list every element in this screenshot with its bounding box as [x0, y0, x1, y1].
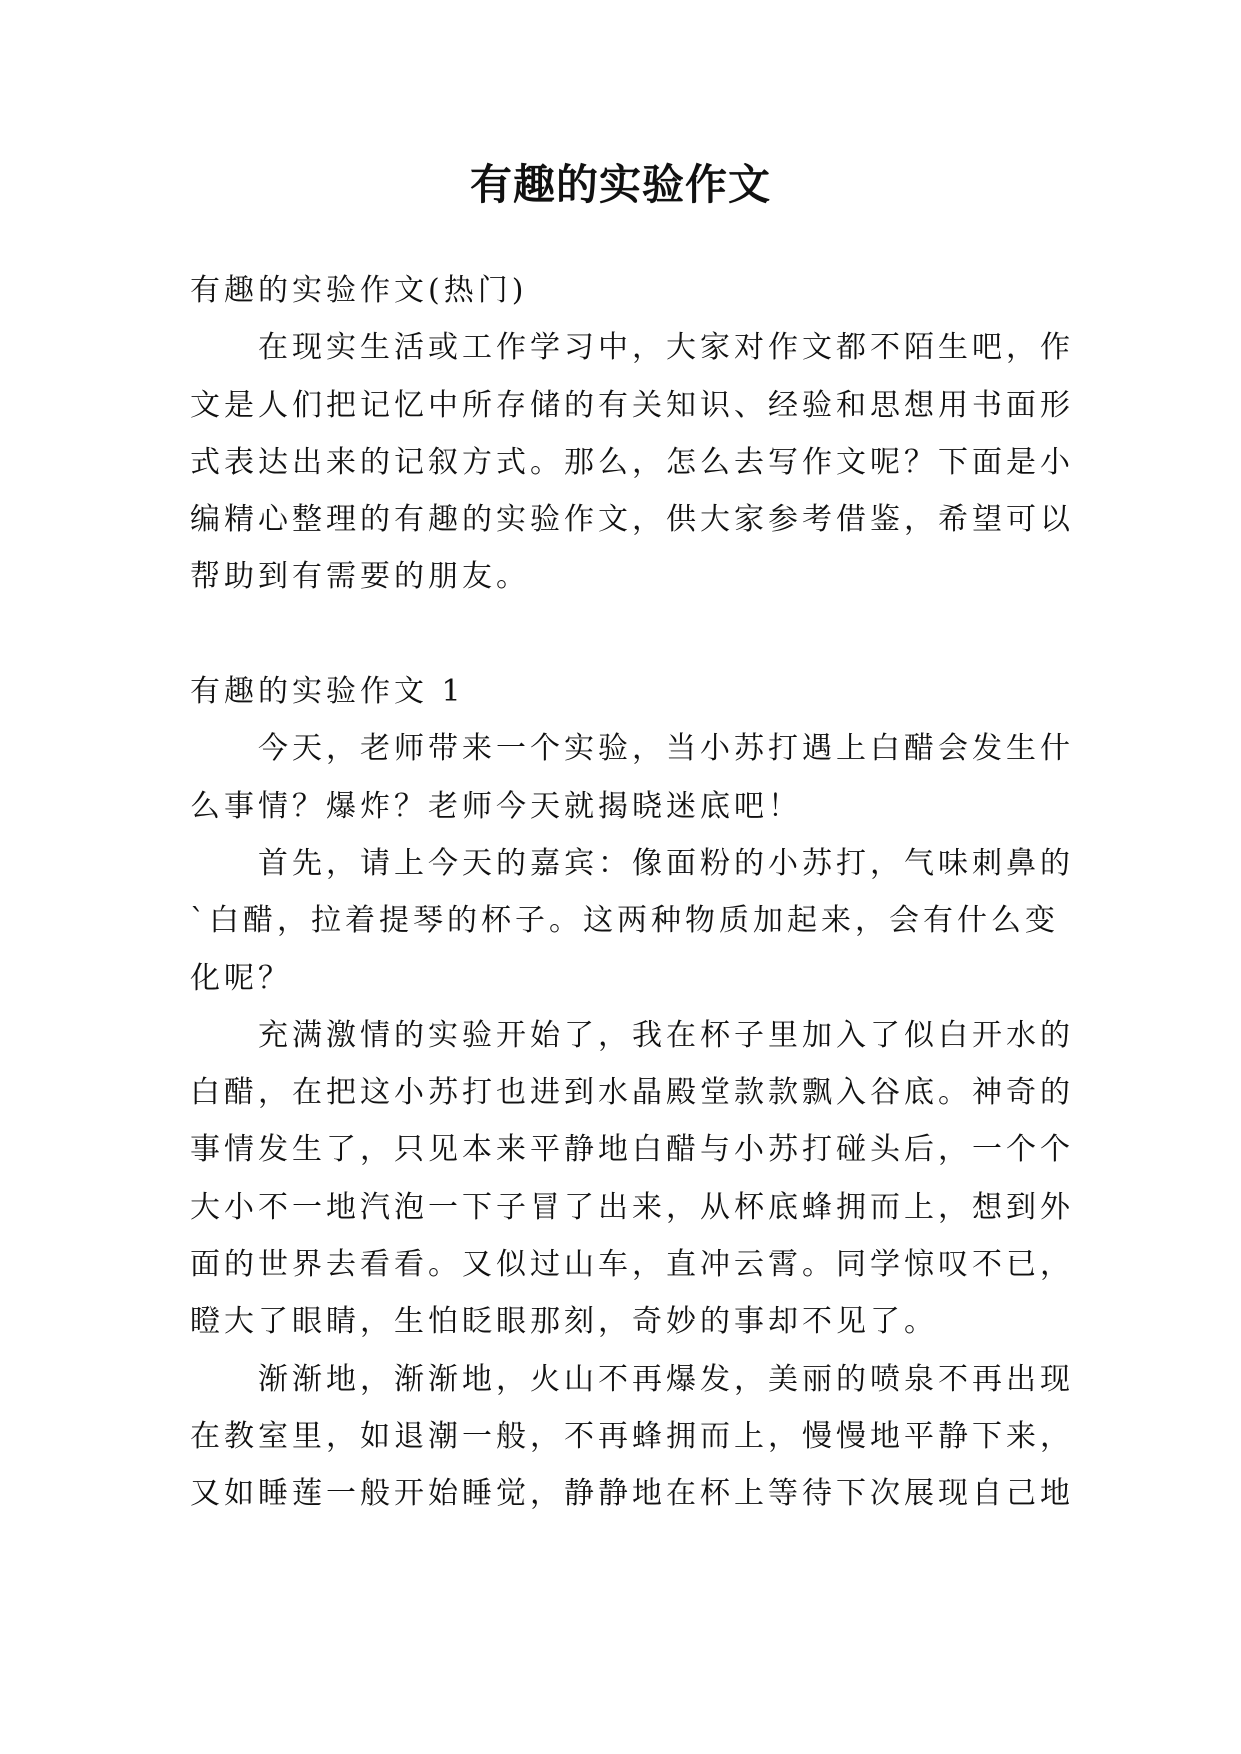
paragraph-line: 又如睡莲一般开始睡觉，静静地在杯上等待下次展现自己地: [190, 1476, 1074, 1512]
intro-line: 文是人们把记忆中所存储的有关知识、经验和思想用书面形: [190, 387, 1074, 423]
paragraph-line: 瞪大了眼睛，生怕眨眼那刻，奇妙的事却不见了。: [190, 1304, 938, 1340]
paragraph-line: `白醋，拉着提琴的杯子。这两种物质加起来，会有什么变: [190, 903, 1059, 939]
intro-line: 帮助到有需要的朋友。: [190, 559, 530, 595]
paragraph-line: 在教室里，如退潮一般，不再蜂拥而上，慢慢地平静下来，: [190, 1418, 1074, 1454]
paragraph-line: 白醋，在把这小苏打也进到水晶殿堂款款飘入谷底。神奇的: [190, 1075, 1074, 1111]
subtitle: 有趣的实验作文(热门): [190, 273, 528, 308]
document-body: [190, 262, 1074, 1523]
paragraph-line: 事情发生了，只见本来平静地白醋与小苏打碰头后，一个个: [190, 1132, 1074, 1168]
intro-line: 式表达出来的记叙方式。那么，怎么去写作文呢？下面是小: [190, 444, 1074, 480]
paragraph-line: 么事情？爆炸？老师今天就揭晓迷底吧！: [190, 788, 802, 824]
intro-line: 在现实生活或工作学习中，大家对作文都不陌生吧，作: [258, 330, 1074, 366]
paragraph-line: 化呢？: [190, 960, 292, 996]
paragraph-line: 充满激情的实验开始了，我在杯子里加入了似白开水的: [258, 1017, 1074, 1053]
paragraph-line: 首先，请上今天的嘉宾：像面粉的小苏打，气味刺鼻的: [258, 845, 1074, 881]
blank-line: [190, 606, 1050, 663]
paragraph-line: 今天，老师带来一个实验，当小苏打遇上白醋会发生什: [258, 731, 1074, 767]
paragraph-line: 大小不一地汽泡一下子冒了出来，从杯底蜂拥而上，想到外: [190, 1189, 1074, 1225]
intro-line: 编精心整理的有趣的实验作文，供大家参考借鉴，希望可以: [190, 502, 1074, 538]
document-title: 有趣的实验作文: [469, 160, 771, 209]
paragraph-line: 面的世界去看看。又似过山车，直冲云霄。同学惊叹不已，: [190, 1247, 1074, 1283]
section-heading: 有趣的实验作文 1: [190, 674, 465, 710]
paragraph-line: 渐渐地，渐渐地，火山不再爆发，美丽的喷泉不再出现: [258, 1361, 1074, 1397]
